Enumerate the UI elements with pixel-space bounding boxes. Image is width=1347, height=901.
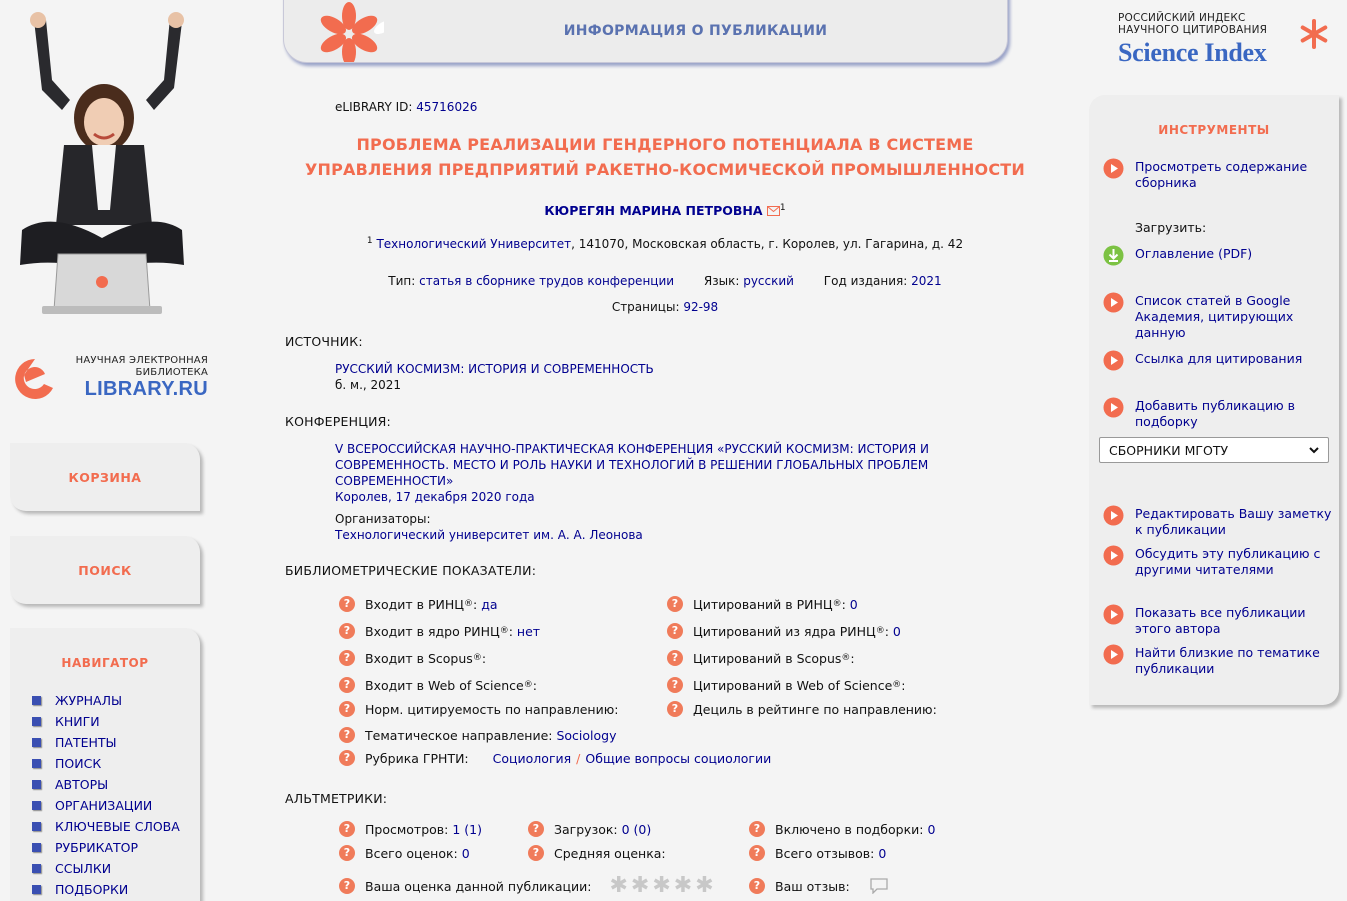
alt-your-rating: ? Ваша оценка данной публикации: ✱✱✱✱✱	[339, 878, 717, 894]
tool-add-collection[interactable]: Добавить публикацию в подборку	[1103, 398, 1333, 430]
conference-block: V ВСЕРОССИЙСКАЯ НАУЧНО-ПРАКТИЧЕСКАЯ КОНФЕРЕНЦИЯ «РУССКИЙ КОСМИЗМ: ИСТОРИЯ И СОВРЕМЕННОСТЬ. МЕСТО И РОЛЬ НАУКИ И ТЕХНОЛОГИЙ В РЕШЕНИИ ГЛОБАЛЬНЫХ ПРОБЛЕМ СОВРЕМЕННОСТИ» Королев, 17 декабря 2020 года Организаторы: Технологический университет им. А. А. Леонова	[335, 441, 935, 543]
bullet-icon	[32, 843, 41, 852]
bullet-icon	[32, 864, 41, 873]
play-icon	[1103, 644, 1124, 665]
help-icon[interactable]: ?	[749, 821, 765, 837]
indicator-decile: ? Дециль в рейтинге по направлению:	[667, 701, 937, 717]
download-label: Загрузить:	[1135, 220, 1207, 235]
rating-stars[interactable]: ✱✱✱✱✱	[609, 873, 717, 898]
elibrary-id: eLIBRARY ID: 45716026	[335, 100, 478, 114]
alt-ratings: ? Всего оценок: 0	[339, 845, 470, 861]
collection-select[interactable]: СБОРНИКИ МГОТУ	[1099, 437, 1329, 463]
elibrary-e-icon	[12, 356, 58, 402]
nav-item-links[interactable]: ССЫЛКИ	[32, 858, 200, 879]
navigator-title: НАВИГАТОР	[61, 656, 149, 670]
tool-toc-pdf[interactable]: Оглавление (PDF)	[1103, 246, 1333, 266]
biblio-heading: БИБЛИОМЕТРИЧЕСКИЕ ПОКАЗАТЕЛИ:	[285, 563, 537, 578]
logo-caption: НАУЧНАЯ ЭЛЕКТРОННАЯ БИБЛИОТЕКА	[75, 355, 208, 378]
bullet-icon	[32, 738, 41, 747]
alt-reviews: ? Всего отзывов: 0	[749, 845, 886, 861]
help-icon[interactable]: ?	[339, 727, 355, 743]
organizer-link[interactable]: Технологический университет им. А. А. Леонова	[335, 528, 643, 542]
play-icon	[1103, 350, 1124, 371]
left-column	[0, 0, 215, 901]
help-icon[interactable]: ?	[339, 677, 355, 693]
indicator-topic: ? Тематическое направление: Sociology	[339, 727, 617, 743]
nav-item-collections[interactable]: ПОДБОРКИ	[32, 879, 200, 900]
conference-heading: КОНФЕРЕНЦИЯ:	[285, 414, 391, 429]
bullet-icon	[32, 822, 41, 831]
affiliation: $^1$ Технологический Университет, 141070, Московская область, г. Королев, ул. Гагарина, д. 42	[366, 236, 964, 251]
tool-cite[interactable]: Ссылка для цитирования	[1103, 351, 1333, 371]
help-icon[interactable]: ?	[667, 650, 683, 666]
nav-item-rubricator[interactable]: РУБРИКАТОР	[32, 837, 200, 858]
indicator-cit-scopus: ? Цитирований в Scopus ® :	[667, 650, 855, 666]
help-icon[interactable]: ?	[339, 750, 355, 766]
help-icon[interactable]: ?	[339, 845, 355, 861]
search-button[interactable]: ПОИСК	[10, 536, 200, 604]
source-link[interactable]: РУССКИЙ КОСМИЗМ: ИСТОРИЯ И СОВРЕМЕННОСТЬ	[335, 362, 654, 376]
bullet-icon	[32, 801, 41, 810]
bullet-icon	[32, 780, 41, 789]
help-icon[interactable]: ?	[749, 845, 765, 861]
indicator-cit-core: ? Цитирований из ядра РИНЦ ® : 0	[667, 623, 901, 639]
indicator-scopus: ? Входит в Scopus ® :	[339, 650, 486, 666]
pages-link[interactable]: 92-98	[683, 300, 719, 314]
bullet-icon	[32, 759, 41, 768]
help-icon[interactable]: ?	[339, 701, 355, 717]
navigator-panel	[10, 628, 200, 901]
chevron-down-icon	[1308, 444, 1320, 456]
page-title: ИНФОРМАЦИЯ О ПУБЛИКАЦИИ	[563, 23, 828, 39]
bullet-icon	[32, 696, 41, 705]
nav-item-keywords[interactable]: КЛЮЧЕВЫЕ СЛОВА	[32, 816, 200, 837]
alt-avg-rating: ? Средняя оценка:	[528, 845, 666, 861]
elibrary-id-link[interactable]: 45716026	[416, 100, 478, 114]
help-icon[interactable]: ?	[749, 878, 765, 894]
play-icon	[1103, 545, 1124, 566]
mail-icon[interactable]	[767, 206, 780, 216]
year-link[interactable]: 2021	[911, 274, 942, 288]
alt-downloads: ? Загрузок: 0 (0)	[528, 821, 651, 837]
publication-title: ПРОБЛЕМА РЕАЛИЗАЦИИ ГЕНДЕРНОГО ПОТЕНЦИАЛА В СИСТЕМЕ УПРАВЛЕНИЯ ПРЕДПРИЯТИЙ РАКЕТНО-КОСМИЧЕСКОЙ ПРОМЫШЛЕННОСТИ	[305, 135, 1025, 179]
nav-item-search[interactable]: ПОИСК	[32, 753, 200, 774]
nav-item-books[interactable]: КНИГИ	[32, 711, 200, 732]
help-icon[interactable]: ?	[528, 821, 544, 837]
tools-title: ИНСТРУМЕНТЫ	[1158, 123, 1270, 137]
logo-brand: LIBRARY.RU	[84, 378, 208, 400]
alt-your-review: ? Ваш отзыв:	[749, 878, 888, 894]
publication-meta: Тип: статья в сборнике трудов конференции Язык: русский Год издания: 2021	[388, 274, 942, 288]
cart-button[interactable]: КОРЗИНА	[10, 443, 200, 511]
page-header	[283, 0, 1008, 63]
pages: Страницы: 92-98	[611, 300, 719, 314]
tools-panel	[1089, 95, 1339, 705]
play-icon	[1103, 158, 1124, 179]
indicator-rinc-core: ? Входит в ядро РИНЦ ® : нет	[339, 623, 540, 639]
tool-view-contents[interactable]: Просмотреть содержание сборника	[1103, 159, 1333, 191]
nav-item-patents[interactable]: ПАТЕНТЫ	[32, 732, 200, 753]
grnti-link-2[interactable]: Общие вопросы социологии	[585, 750, 772, 766]
play-icon	[1103, 505, 1124, 526]
altmetrics-heading: АЛЬТМЕТРИКИ:	[285, 791, 388, 806]
source-heading: ИСТОЧНИК:	[285, 334, 363, 349]
science-index-logo[interactable]	[1118, 12, 1333, 72]
elibrary-logo[interactable]	[12, 352, 208, 404]
play-icon	[1103, 397, 1124, 418]
tool-author-publications[interactable]: Показать все публикации этого автора	[1103, 605, 1333, 637]
science-index-caption: РОССИЙСКИЙ ИНДЕКС НАУЧНОГО ЦИТИРОВАНИЯ	[1118, 12, 1268, 36]
play-icon	[1103, 604, 1124, 625]
tool-similar[interactable]: Найти близкие по тематике публикации	[1103, 645, 1333, 677]
indicator-grnti: ? Рубрика ГРНТИ: Социология / Общие вопросы социологии	[339, 750, 771, 766]
tool-discuss[interactable]: Обсудить эту публикацию с другими читателями	[1103, 546, 1333, 578]
alt-collections: ? Включено в подборки: 0	[749, 821, 935, 837]
play-icon	[1103, 292, 1124, 313]
nav-item-authors[interactable]: АВТОРЫ	[32, 774, 200, 795]
help-icon[interactable]: ?	[339, 623, 355, 639]
indicator-rinc: ? Входит в РИНЦ ® : да	[339, 596, 498, 612]
comment-icon[interactable]	[870, 878, 888, 894]
help-icon[interactable]: ?	[339, 596, 355, 612]
bullet-icon	[32, 717, 41, 726]
author: КЮРЕГЯН МАРИНА ПЕТРОВНА $^1$	[544, 203, 786, 219]
help-icon[interactable]: ?	[667, 623, 683, 639]
bullet-icon	[32, 885, 41, 894]
help-icon[interactable]: ?	[667, 701, 683, 717]
indicator-wos: ? Входит в Web of Science ® :	[339, 677, 537, 693]
download-icon	[1103, 245, 1124, 266]
language-link[interactable]: русский	[743, 274, 794, 288]
source-block: РУССКИЙ КОСМИЗМ: ИСТОРИЯ И СОВРЕМЕННОСТЬ б. м., 2021	[335, 362, 654, 392]
indicator-norm-citation: ? Норм. цитируемость по направлению:	[339, 701, 618, 717]
indicator-cit-wos: ? Цитирований в Web of Science ® :	[667, 677, 906, 693]
topic-link[interactable]: Sociology	[556, 727, 617, 743]
asterisk-icon	[1298, 18, 1330, 50]
help-icon[interactable]: ?	[667, 596, 683, 612]
affiliation-link[interactable]: Технологический Университет	[376, 237, 572, 251]
help-icon[interactable]: ?	[339, 821, 355, 837]
help-icon[interactable]: ?	[528, 845, 544, 861]
nav-item-journals[interactable]: ЖУРНАЛЫ	[32, 690, 200, 711]
tool-google-scholar[interactable]: Список статей в Google Академия, цитирующих данную	[1103, 293, 1333, 341]
indicator-cit-rinc: ? Цитирований в РИНЦ ® : 0	[667, 596, 858, 612]
help-icon[interactable]: ?	[339, 878, 355, 894]
tool-edit-note[interactable]: Редактировать Вашу заметку к публикации	[1103, 506, 1333, 538]
nav-item-organizations[interactable]: ОРГАНИЗАЦИИ	[32, 795, 200, 816]
alt-views: ? Просмотров: 1 (1)	[339, 821, 482, 837]
help-icon[interactable]: ?	[667, 677, 683, 693]
author-link[interactable]: КЮРЕГЯН МАРИНА ПЕТРОВНА	[544, 203, 763, 219]
science-index-brand: Science Index	[1118, 38, 1267, 67]
conference-link[interactable]: V ВСЕРОССИЙСКАЯ НАУЧНО-ПРАКТИЧЕСКАЯ КОНФЕРЕНЦИЯ «РУССКИЙ КОСМИЗМ: ИСТОРИЯ И СОВРЕМЕННОСТЬ. МЕСТО И РОЛЬ НАУКИ И ТЕХНОЛОГИЙ В РЕШЕНИИ ГЛОБАЛЬНЫХ ПРОБЛЕМ СОВРЕМЕННОСТИ»	[335, 442, 929, 488]
hero-illustration	[12, 10, 192, 320]
type-link[interactable]: статья в сборнике трудов конференции	[419, 274, 675, 288]
grnti-link-1[interactable]: Социология	[492, 750, 572, 766]
help-icon[interactable]: ?	[339, 650, 355, 666]
